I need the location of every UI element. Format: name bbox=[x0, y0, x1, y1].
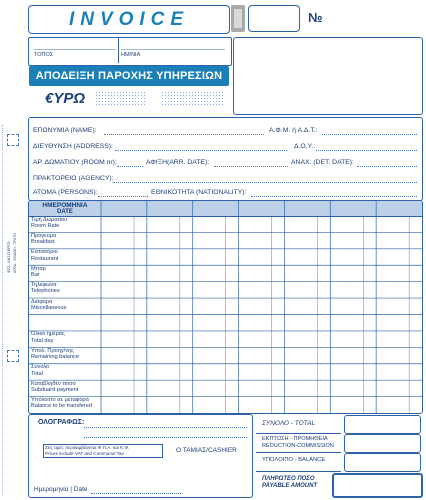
row-label-gr: Τιμή Δωματίου bbox=[31, 216, 68, 223]
date-header-label-en: DATE bbox=[57, 209, 73, 215]
place-field[interactable] bbox=[34, 49, 116, 50]
side-vertical-text bbox=[3, 215, 23, 273]
row-label-gr: Εστιατόριο bbox=[31, 249, 58, 256]
discount-label-gr: ΕΚΠΤΩΣΗ - ΠΡΟΜΗΘΕΙΑ bbox=[262, 436, 328, 442]
name-label: ΕΠΩΝΥΜΙΑ (NAME): bbox=[33, 127, 97, 134]
table-row-label bbox=[31, 217, 101, 233]
receipt-title-band bbox=[29, 66, 229, 86]
row-label-en: Room Rate bbox=[31, 222, 60, 229]
receipt-title: ΑΠΟΔΕΙΞΗ ΠΑΡΟΧΗΣ ΥΠΗΡΕΣΙΩΝ bbox=[35, 70, 223, 82]
row-label-gr: Σύνολο bbox=[31, 364, 50, 371]
place-label: ΤΟΠΟΣ bbox=[34, 52, 54, 58]
table-row-label bbox=[31, 381, 101, 397]
customer-info-box bbox=[28, 117, 423, 201]
payable-label-en: PAYABLE AMOUNT bbox=[262, 483, 318, 489]
vat-note-en: Prices include VAT and Communal Tax bbox=[45, 451, 124, 456]
address-field[interactable] bbox=[115, 150, 287, 151]
currency-logo: €ΥΡΩ bbox=[45, 90, 86, 107]
row-label-en: Total bbox=[31, 370, 43, 377]
dotted-panel-1 bbox=[95, 91, 145, 106]
tax-office-label: Δ.Ο.Υ.: bbox=[294, 143, 316, 150]
date-field-label: ΗΜ/ΝΙΑ bbox=[121, 52, 141, 58]
name-field[interactable] bbox=[104, 134, 264, 135]
dotted-panel-2 bbox=[161, 91, 225, 106]
table-row-label bbox=[31, 397, 101, 413]
invoice-number-box[interactable] bbox=[248, 5, 300, 32]
tax-office-field[interactable] bbox=[316, 150, 417, 151]
charges-table bbox=[28, 200, 423, 414]
issuer-box[interactable] bbox=[233, 37, 423, 115]
row-label-gr: Όλικό ημέρας bbox=[31, 331, 65, 338]
discount-label-en: REDUCTION-COMMISSION bbox=[262, 443, 334, 449]
row-label-en: Miscellaneous bbox=[31, 304, 67, 311]
svg-text:ΑΠΟΔ. - ΕΚΔΟΣΗ - ΠΡΩΤΟ: ΑΠΟΔ. - ΕΚΔΟΣΗ - ΠΡΩΤΟ bbox=[13, 233, 17, 273]
row-label-en: Breakfast bbox=[31, 239, 55, 246]
euro-logo bbox=[29, 88, 229, 110]
punch-hole-top bbox=[7, 134, 19, 146]
row-label-gr: Τηλέφωνα bbox=[31, 282, 57, 289]
table-row-label bbox=[31, 249, 101, 265]
agency-field[interactable] bbox=[113, 182, 417, 183]
invoice-title-box bbox=[28, 5, 230, 34]
side-left-border bbox=[2, 125, 4, 495]
row-label-en: Balance to be transfered bbox=[31, 403, 92, 410]
place-date-box bbox=[28, 37, 232, 66]
row-label-en: Subduard payment bbox=[31, 386, 79, 393]
vat-note-frame bbox=[43, 444, 163, 458]
date-header-label-gr: ΗΜΕΡΟΜΗΝΙΑ bbox=[42, 202, 88, 209]
vat-field[interactable] bbox=[322, 134, 417, 135]
in-words-line-1[interactable] bbox=[84, 427, 247, 428]
row-label-gr: Διάφορα bbox=[31, 298, 53, 305]
persons-field[interactable] bbox=[98, 196, 148, 197]
balance-label: ΥΠΟΛΟΙΠΟ - BALANCE bbox=[262, 457, 326, 463]
persons-label: ΑΤΟΜΑ (PERSONS): bbox=[33, 189, 98, 196]
punch-hole-bottom bbox=[7, 350, 19, 362]
table-row-label bbox=[31, 364, 101, 380]
svg-text:ΦΣΣ - ΑΝΤ.Ο ΕΡΓΟ: ΦΣΣ - ΑΝΤ.Ο ΕΡΓΟ bbox=[7, 241, 11, 273]
date-label: Ημερομηνία | Date bbox=[34, 486, 88, 493]
departure-field[interactable] bbox=[357, 166, 417, 167]
in-words-label: ΟΛΟΓΡΑΦΩΣ: bbox=[38, 419, 85, 426]
date-field-footer[interactable] bbox=[91, 493, 181, 494]
table-row-label bbox=[31, 282, 101, 298]
room-field[interactable] bbox=[117, 166, 143, 167]
date-field[interactable] bbox=[121, 49, 225, 50]
arrival-field[interactable] bbox=[214, 166, 288, 167]
table-row-label bbox=[31, 315, 101, 331]
row-label-gr: Πρόγευμα bbox=[31, 232, 57, 239]
invoice-title: INVOICE bbox=[68, 9, 190, 30]
table-row-label bbox=[31, 348, 101, 364]
table-row-label bbox=[31, 299, 101, 315]
row-label-gr: Καταβληθέν ποσό bbox=[31, 380, 76, 387]
in-words-line-2[interactable] bbox=[84, 437, 247, 438]
balance-amount-field[interactable] bbox=[344, 453, 421, 472]
vat-label: Α.Φ.Μ. ή Α.Δ.Τ.: bbox=[269, 127, 318, 134]
row-label-en: Restaurant bbox=[31, 255, 59, 262]
cashier-label: Ο ΤΑΜΙΑΣ/CASHIER bbox=[176, 447, 237, 454]
row-label-en: Bar bbox=[31, 272, 40, 279]
room-label: ΑΡ. ΔΩΜΑΤΙΟΥ (ROOM nr): bbox=[33, 159, 117, 166]
payable-label-gr: ΠΛΗΡΩΤΕΟ ΠΟΣΟ bbox=[262, 476, 315, 482]
payable-amount-field[interactable] bbox=[332, 473, 423, 498]
arrival-label: ΑΦΙΞΗ(ARR. DATE): bbox=[146, 159, 210, 166]
copy-tab bbox=[231, 5, 245, 32]
row-label-gr: Υπόλοιπο σε μεταφορά bbox=[31, 397, 89, 404]
table-row-label bbox=[31, 233, 101, 249]
row-label-en: Total day bbox=[31, 337, 54, 344]
agency-label: ΠΡΑΚΤΟΡΕΙΟ (AGENCY): bbox=[33, 175, 114, 182]
vat-note-gr: Στις τιμές περιλαμβάνεται Φ.Π.Α. και Κ.Φ. bbox=[45, 445, 130, 450]
address-label: ΔΙΕΥΘΥΝΣΗ (ADDRESS): bbox=[33, 143, 113, 150]
table-row-label bbox=[31, 266, 101, 282]
table-row-label bbox=[31, 331, 101, 347]
nationality-label: ΕΘΝΙΚΟΤΗΤΑ (NATIONALITY): bbox=[151, 189, 247, 196]
departure-label: ΑΝΑΧ. (DET. DATE): bbox=[291, 159, 354, 166]
total-label: ΣΥΝΟΛΟ - TOTAL bbox=[262, 420, 316, 427]
nationality-field[interactable] bbox=[251, 196, 417, 197]
total-amount-field[interactable] bbox=[344, 415, 421, 434]
totals-panel bbox=[256, 414, 422, 496]
discount-amount-field[interactable] bbox=[344, 434, 421, 453]
row-label-en: Remaining balance bbox=[31, 354, 79, 361]
number-label: № bbox=[308, 10, 323, 25]
amount-in-words-box bbox=[28, 414, 253, 498]
row-label-gr: Υπολ. Προηγ/νης bbox=[31, 347, 74, 354]
row-label-en: Telephones bbox=[31, 288, 60, 295]
row-label-gr: Μπαρ bbox=[31, 265, 46, 272]
